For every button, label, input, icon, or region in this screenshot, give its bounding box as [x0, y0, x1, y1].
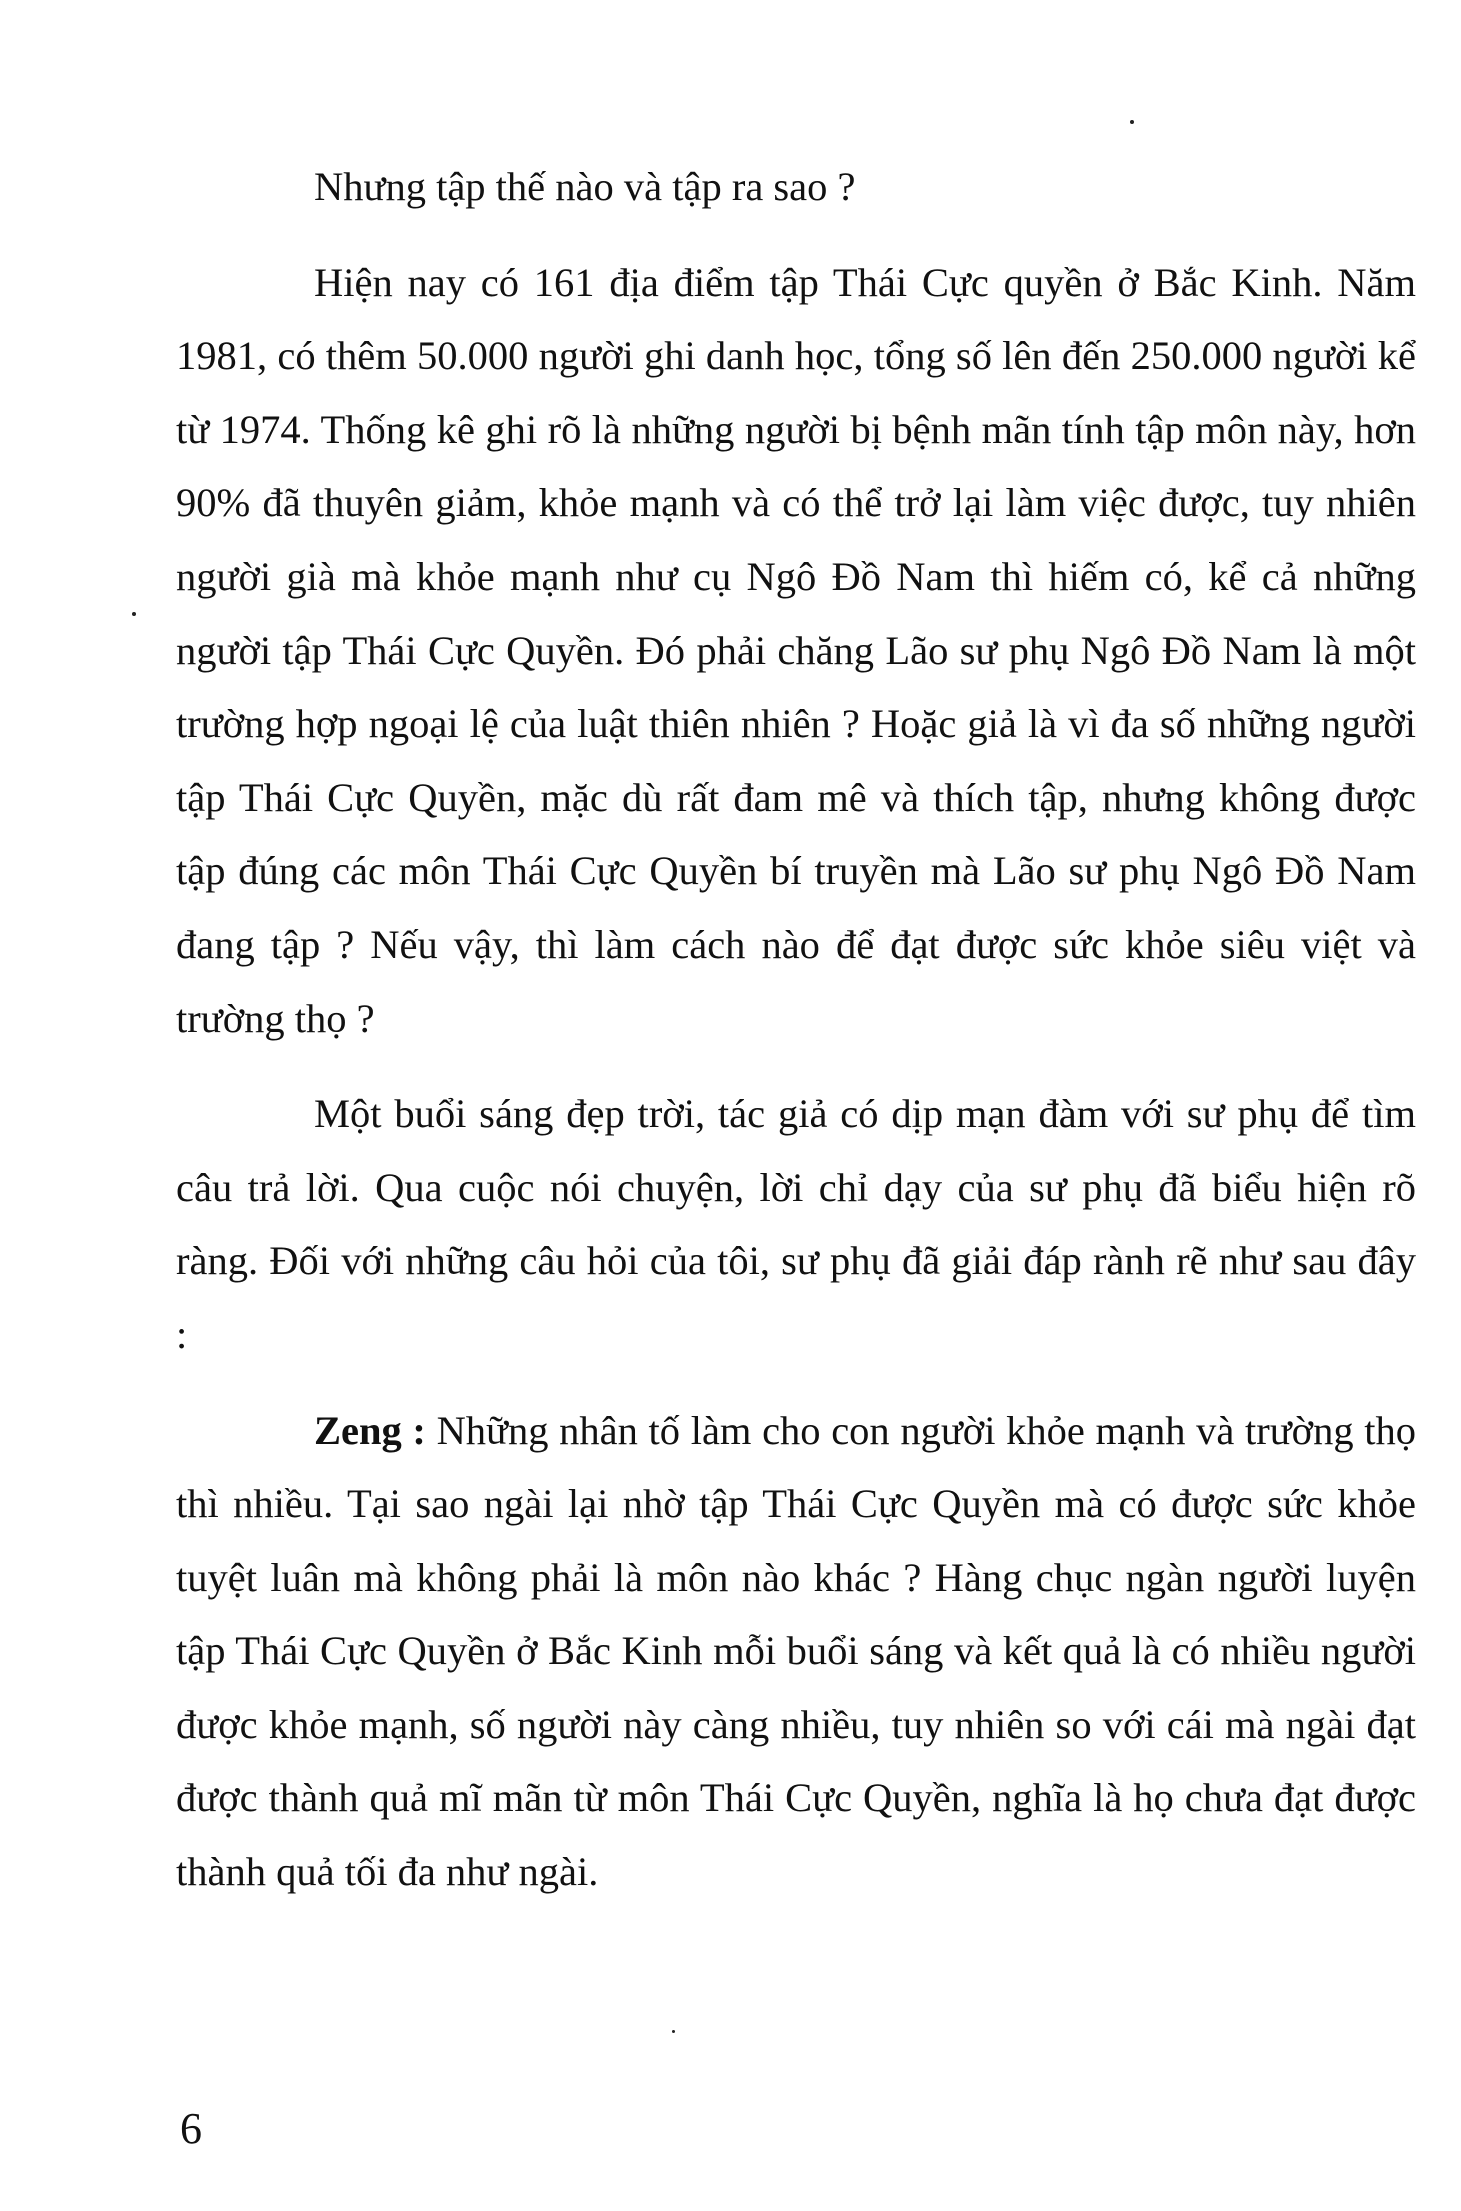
paragraph-question: Nhưng tập thế nào và tập ra sao ? — [314, 164, 856, 209]
page-number: 6 — [180, 2104, 202, 2153]
dialogue-speaker: Zeng : — [314, 1407, 426, 1453]
dialogue-text: Những nhân tố làm cho con người khỏe mạnh và trường thọ thì nhiều. Tại sao ngài lại nhờ tập Thái Cực Quyền mà có được sức khỏe tuyệt luân mà không phải là môn nào khác ? Hàng chục ngàn người luyện tập Thái Cực Quyền ở Bắc Kinh mỗi buổi sáng và kết quả là có nhiều người được khỏe mạnh, số người này càng nhiều, tuy nhiên so với cái mà ngài đạt được thành quả mĩ mãn từ môn Thái Cực Quyền, nghĩa là họ chưa đạt được thành quả tối đa như ngài. — [176, 1407, 1416, 1895]
paragraph-dialogue — [176, 1394, 1416, 1909]
paragraph-morning-talk: Một buổi sáng đẹp trời, tác giả có dịp mạn đàm với sư phụ để tìm câu trả lời. Qua cuộc nói chuyện, lời chỉ dạy của sư phụ đã biểu hiện rõ ràng. Đối với những câu hỏi của tôi, sư phụ đã giải đáp rành rẽ như sau đây : — [176, 1091, 1416, 1357]
scan-speck — [672, 2030, 675, 2033]
scan-speck — [1130, 120, 1134, 124]
paragraph-statistics: Hiện nay có 161 địa điểm tập Thái Cực quyền ở Bắc Kinh. Năm 1981, có thêm 50.000 người ghi danh học, tổng số lên đến 250.000 người kể từ 1974. Thống kê ghi rõ là những người bị bệnh mãn tính tập môn này, hơn 90% đã thuyên giảm, khỏe mạnh và có thể trở lại làm việc được, tuy nhiên người già mà khỏe mạnh như cụ Ngô Đồ Nam thì hiếm có, kể cả những người tập Thái Cực Quyền. Đó phải chăng Lão sư phụ Ngô Đồ Nam là một trường hợp ngoại lệ của luật thiên nhiên ? Hoặc giả là vì đa số những người tập Thái Cực Quyền, mặc dù rất đam mê và thích tập, nhưng không được tập đúng các môn Thái Cực Quyền bí truyền mà Lão sư phụ Ngô Đồ Nam đang tập ? Nếu vậy, thì làm cách nào để đạt được sức khỏe siêu việt và trường thọ ? — [176, 259, 1416, 1041]
scan-speck — [132, 612, 136, 616]
body-text — [176, 150, 1416, 1909]
